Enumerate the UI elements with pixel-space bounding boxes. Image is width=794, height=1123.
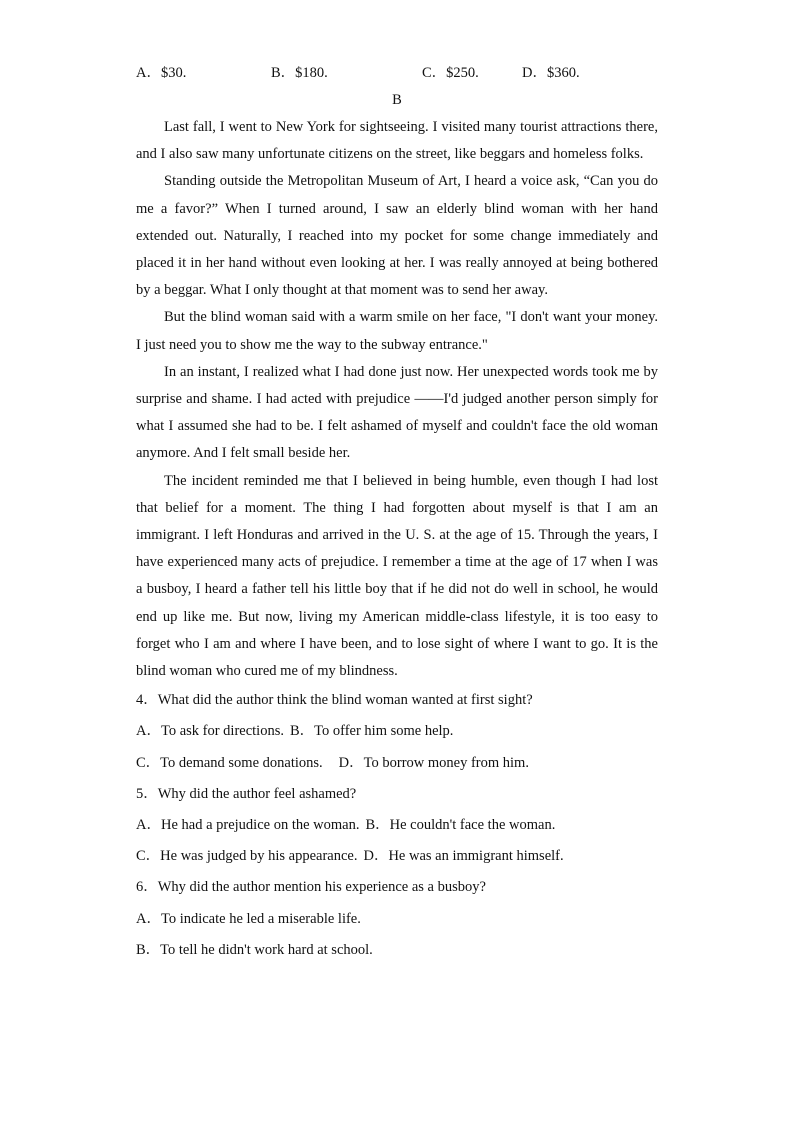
question-list: [136, 685, 658, 966]
reading-passage: [136, 114, 658, 685]
paragraph-5: The incident reminded me that I believed in being humble, even though I had lost that belief for a moment. The thing I had forgotten about myself is that I am an immigrant. I left Honduras and arrived in the U. S. at the age of 15. Through the years, I have experienced many acts of prejudice. I remember a time at the age of 17 when I was a busboy, I heard a father tell his little boy that if he did not do well in school, he would end up like me. But now, living my American middle-class lifestyle, it is too easy to forget who I am and where I have been, and to lose sight of where I want to go. It is the blind woman who cured me of my blindness.: [136, 472, 658, 680]
paragraph-2: Standing outside the Metropolitan Museum of Art, I heard a voice ask, “Can you do me a favor?” When I turned around, I saw an elderly blind woman with her hand extended out. Naturally, I reached into my pocket for some change immediately and placed it in her hand without even looking at her. I was really annoyed at being bothered by a beggar. What I only thought at that moment was to send her away.: [136, 173, 658, 299]
question-4-options-line-2: [136, 748, 658, 779]
option-b: B．To offer him some help.: [289, 723, 454, 740]
option-d: D．He was an immigrant himself.: [363, 848, 564, 865]
question-6-option-a: A．To indicate he led a miserable life.: [136, 910, 361, 927]
section-label: B: [392, 92, 402, 108]
paragraph-1: Last fall, I went to New York for sightseeing. I visited many tourist attractions there, and I also saw many unfortunate citizens on the street, like beggars and homeless folks.: [136, 119, 658, 163]
option-c: C．To demand some donations.: [136, 754, 323, 771]
option-c: C．He was judged by his appearance.: [136, 848, 358, 865]
option-c: C．$250.: [422, 64, 479, 81]
question-5-options-line-2: [136, 841, 658, 872]
option-a: A．$30.: [136, 64, 187, 81]
question-4-options-line-1: [136, 716, 658, 747]
option-b: B．He couldn't face the woman.: [365, 817, 556, 834]
question-5-options-line-1: [136, 810, 658, 841]
previous-question-options: [136, 58, 658, 84]
option-a: A．He had a prejudice on the woman.: [136, 817, 360, 834]
paragraph-4: In an instant, I realized what I had done just now. Her unexpected words took me by surprise and shame. I had acted with prejudice ——I'd judged another person simply for what I assumed she had to be. I felt ashamed of myself and couldn't face the old woman anymore. And I felt small beside her.: [136, 363, 658, 462]
question-6-option-b: B．To tell he didn't work hard at school.: [136, 941, 373, 958]
paragraph-3: But the blind woman said with a warm smile on her face, "I don't want your money. I just need you to show me the way to the subway entrance.": [136, 309, 658, 353]
option-a: A．To ask for directions.: [136, 723, 284, 740]
exam-page: [136, 58, 658, 966]
option-d: D．$360.: [522, 64, 580, 81]
option-b: B．$180.: [271, 64, 328, 81]
question-6-stem: 6．Why did the author mention his experience as a busboy?: [136, 879, 486, 896]
option-d: D．To borrow money from him.: [338, 754, 529, 771]
question-5-stem: 5．Why did the author feel ashamed?: [136, 785, 357, 802]
question-4-stem: 4．What did the author think the blind woman wanted at first sight?: [136, 692, 533, 709]
